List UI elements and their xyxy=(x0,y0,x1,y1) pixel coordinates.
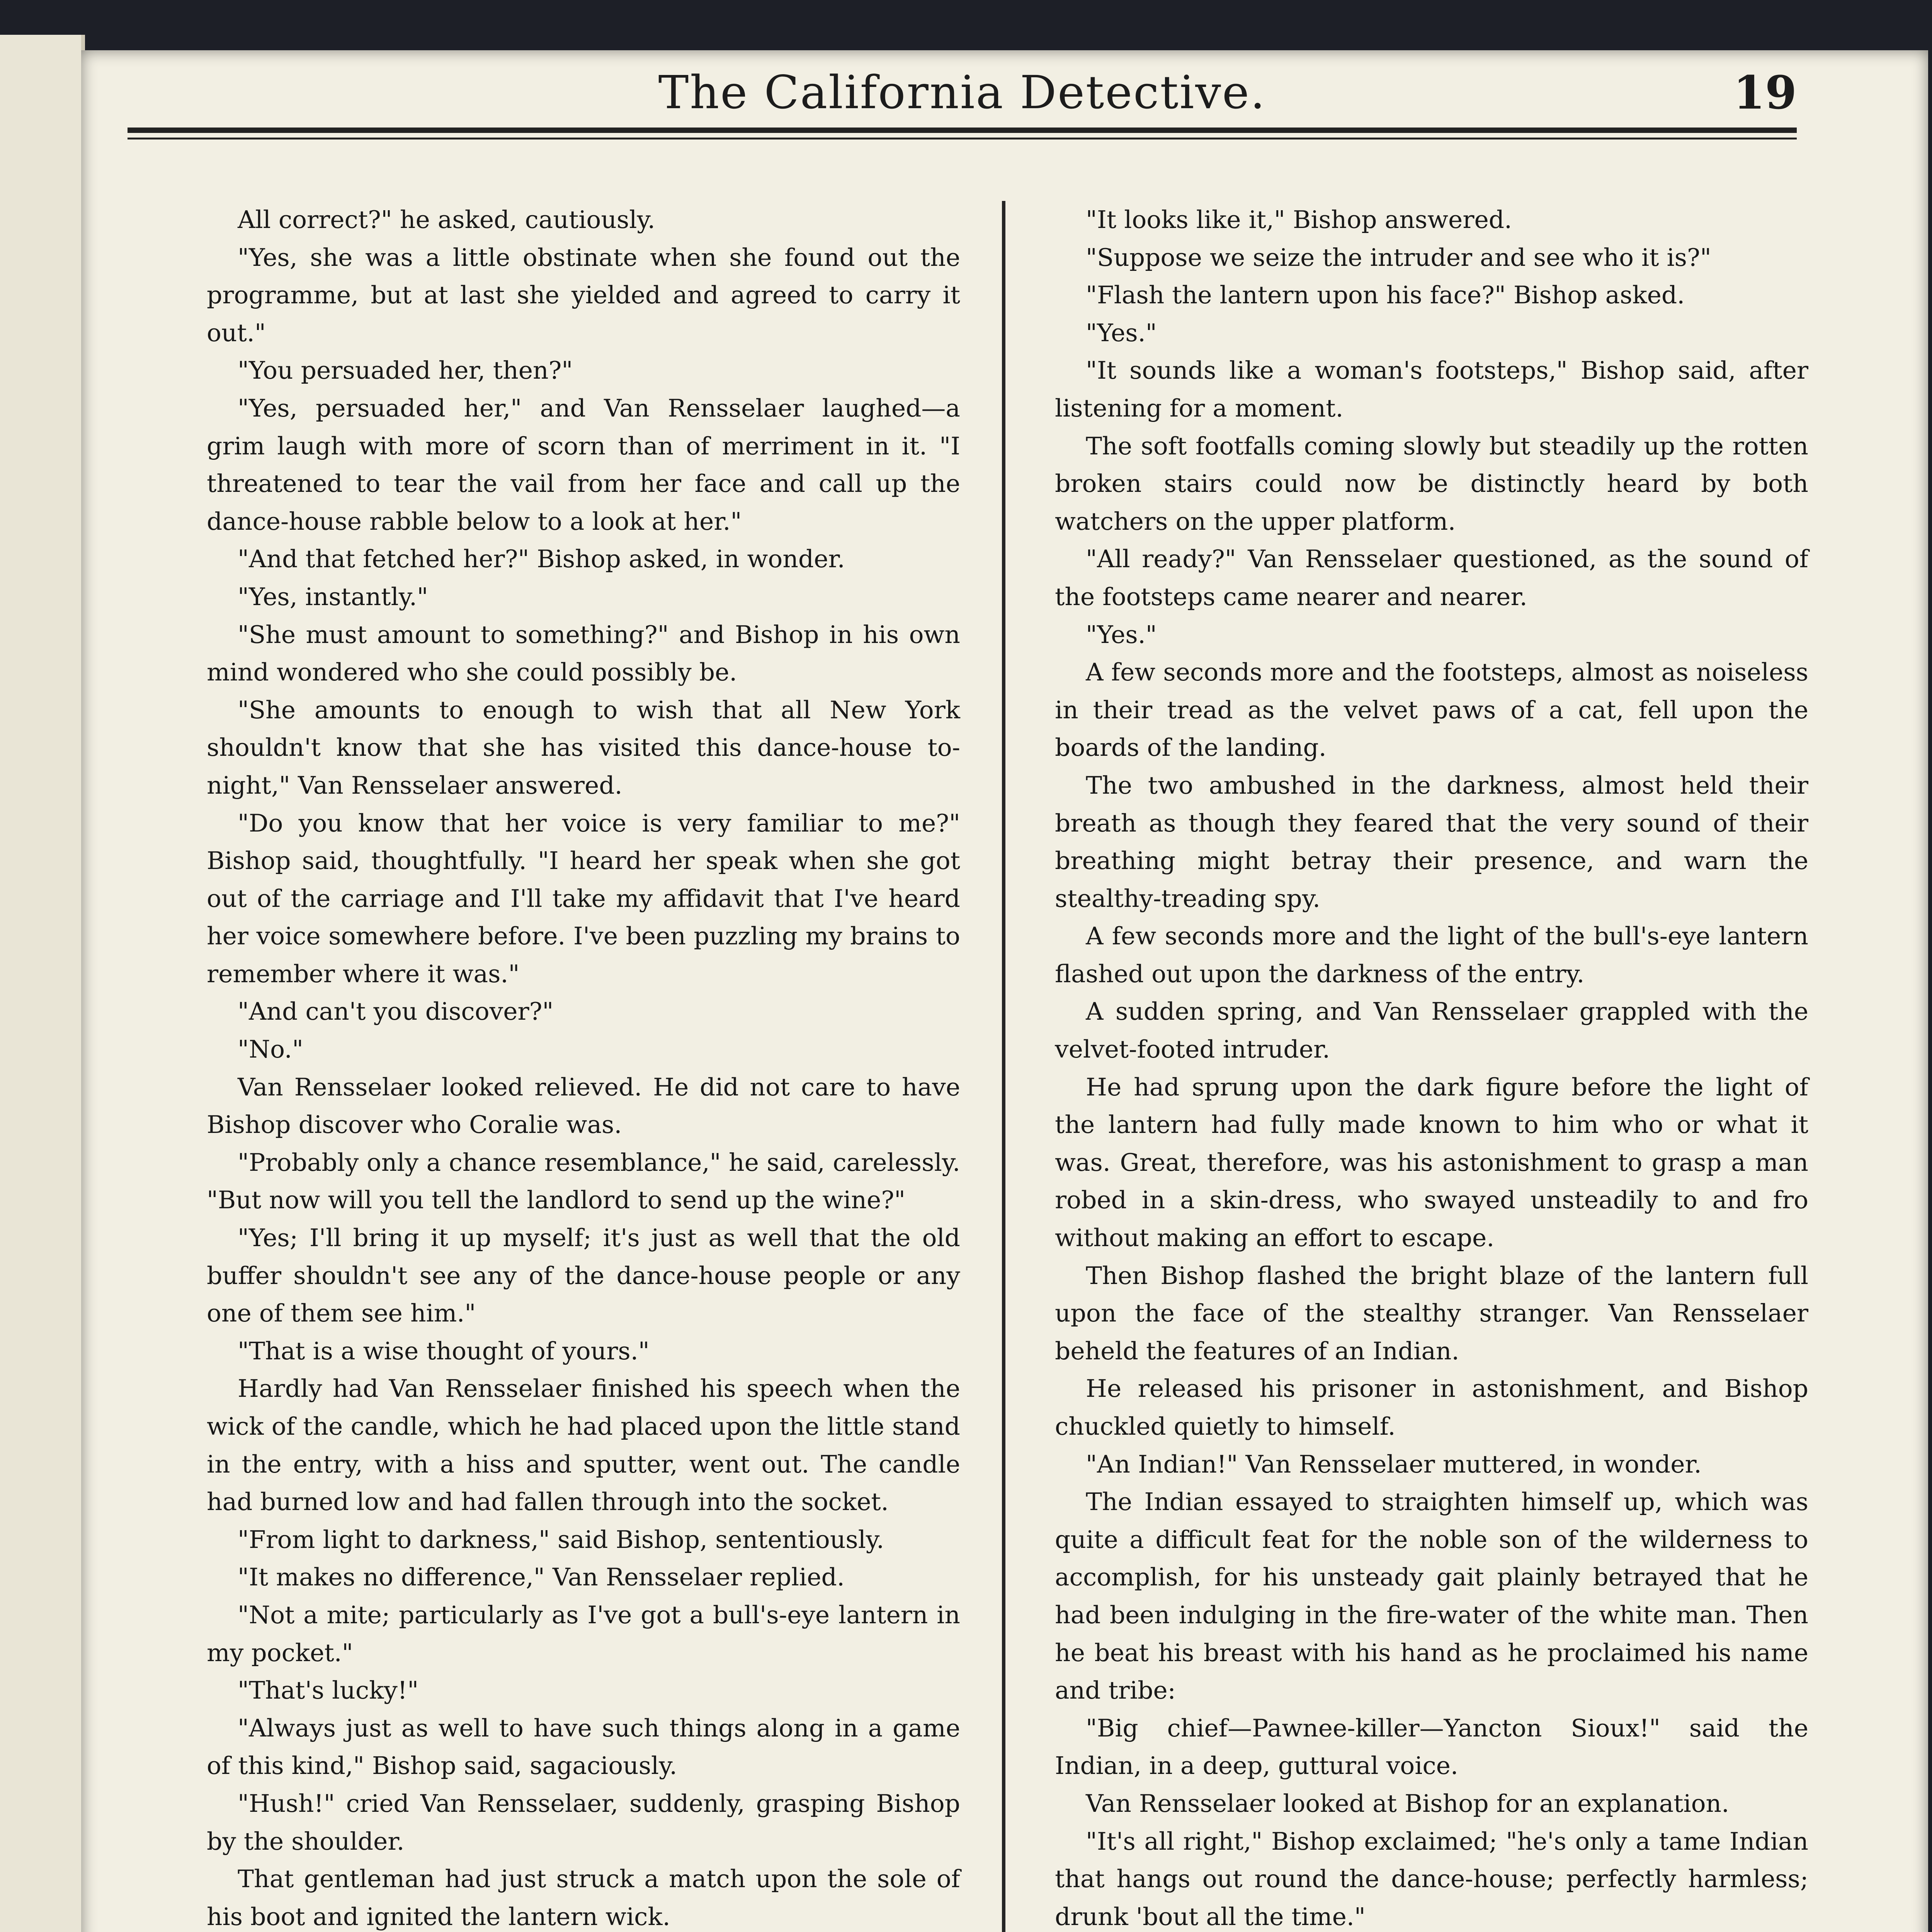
paragraph: "Not a mite; particularly as I've got a bull's-eye lantern in my pocket." xyxy=(207,1600,960,1667)
left-text-column xyxy=(207,201,960,1932)
paragraph: "It makes no difference," Van Rensselaer replied. xyxy=(238,1563,845,1592)
paragraph: "Suppose we seize the intruder and see who it is?" xyxy=(1086,243,1711,272)
paragraph: The soft footfalls coming slowly but steadily up the rotten broken stairs could now be distinctly heard by both watchers on the upper platform. xyxy=(1055,432,1808,536)
paragraph: "Hush!" cried Van Rensselaer, suddenly, grasping Bishop by the shoulder. xyxy=(207,1789,960,1855)
paragraph: "Always just as well to have such things along in a game of this kind," Bishop said, sagaciously. xyxy=(207,1714,960,1780)
paragraph: Hardly had Van Rensselaer finished his speech when the wick of the candle, which he had placed upon the little stand in the entry, with a hiss and sputter, went out. The candle had burned low and had fallen through into the socket. xyxy=(207,1374,960,1516)
paragraph: "She amounts to enough to wish that all New York shouldn't know that she has visited this dance-house to-night," Van Rensselaer answered. xyxy=(207,696,960,799)
page-title: The California Detective. xyxy=(658,66,1266,119)
paragraph: The Indian essayed to straighten himself up, which was quite a difficult feat for the noble son of the wilderness to accomplish, for his unsteady gait plainly betrayed that he had been indulging in the fire-water of the white man. Then he beat his breast with his hand as he proclaimed his name and tribe: xyxy=(1055,1488,1808,1705)
header-rule-thin xyxy=(128,138,1797,139)
paragraph: "Yes." xyxy=(1086,620,1157,649)
paragraph: "And can't you discover?" xyxy=(238,997,554,1026)
paragraph: "Probably only a chance resemblance," he said, carelessly. "But now will you tell the landlord to send up the wine?" xyxy=(207,1148,960,1214)
paragraph: "And that fetched her?" Bishop asked, in wonder. xyxy=(238,545,845,573)
paragraph: That gentleman had just struck a match upon the sole of his boot and ignited the lantern wick. xyxy=(207,1865,960,1931)
paragraph: "Yes, persuaded her," and Van Rensselaer laughed—a grim laugh with more of scorn than of merriment in it. "I threatened to tear the vail from her face and call up the dance-house rabble below to a look at her." xyxy=(207,394,960,536)
paragraph: "That is a wise thought of yours." xyxy=(238,1337,650,1365)
paragraph: "From light to darkness," said Bishop, sententiously. xyxy=(238,1525,884,1554)
column-divider xyxy=(1002,201,1005,1932)
paragraph: "That's lucky!" xyxy=(238,1676,419,1705)
paragraph: "Yes, instantly." xyxy=(238,582,428,611)
paragraph: "Yes." xyxy=(1086,318,1157,347)
paragraph: "An Indian!" Van Rensselaer muttered, in wonder. xyxy=(1086,1450,1702,1478)
paragraph: A sudden spring, and Van Rensselaer grappled with the velvet-footed intruder. xyxy=(1055,997,1808,1064)
adjacent-page-edge xyxy=(0,35,85,1932)
paragraph: "Do you know that her voice is very familiar to me?" Bishop said, thoughtfully. "I heard her speak when she got out of the carriage and I'll take my affidavit that I've heard her voice somewhere before. I've been puzzling my brains to remember where it was." xyxy=(207,809,960,988)
paragraph: "It looks like it," Bishop answered. xyxy=(1086,206,1512,234)
paragraph: "She must amount to something?" and Bishop in his own mind wondered who she could possibly be. xyxy=(207,620,960,687)
paragraph: A few seconds more and the footsteps, almost as noiseless in their tread as the velvet paws of a cat, fell upon the boards of the landing. xyxy=(1055,658,1808,762)
paragraph: "All ready?" Van Rensselaer questioned, as the sound of the footsteps came nearer and nearer. xyxy=(1055,545,1808,611)
paragraph: He released his prisoner in astonishment, and Bishop chuckled quietly to himself. xyxy=(1055,1374,1808,1440)
paragraph: He had sprung upon the dark figure before the light of the lantern had fully made known to him who or what it was. Great, therefore, was his astonishment to grasp a man robed in a skin-dress, who swayed unsteadily to and fro without making an effort to escape. xyxy=(1055,1073,1808,1252)
running-header xyxy=(128,66,1797,128)
paragraph: "Big chief—Pawnee-killer—Yancton Sioux!" said the Indian, in a deep, guttural voice. xyxy=(1055,1714,1808,1780)
paragraph: "No." xyxy=(238,1035,303,1064)
paragraph: "Yes, she was a little obstinate when she found out the programme, but at last she yielded and agreed to carry it out." xyxy=(207,243,960,347)
paragraph: Van Rensselaer looked relieved. He did not care to have Bishop discover who Coralie was. xyxy=(207,1073,960,1139)
paragraph: All correct?" he asked, cautiously. xyxy=(238,206,655,234)
right-text-column xyxy=(1055,201,1808,1932)
paragraph: The two ambushed in the darkness, almost held their breath as though they feared that the very sound of their breathing might betray their presence, and warn the stealthy-treading spy. xyxy=(1055,771,1808,913)
page-number: 19 xyxy=(1733,66,1797,119)
paragraph: "It sounds like a woman's footsteps," Bishop said, after listening for a moment. xyxy=(1055,356,1808,422)
header-rule-thick xyxy=(128,128,1797,133)
paragraph: Van Rensselaer looked at Bishop for an explanation. xyxy=(1086,1789,1730,1818)
paragraph: Then Bishop flashed the bright blaze of the lantern full upon the face of the stealthy stranger. Van Rensselaer beheld the features of an Indian. xyxy=(1055,1261,1808,1365)
paragraph: A few seconds more and the light of the bull's-eye lantern flashed out upon the darkness of the entry. xyxy=(1055,922,1808,988)
paragraph: "Yes; I'll bring it up myself; it's just as well that the old buffer shouldn't see any of the dance-house people or any one of them see him." xyxy=(207,1224,960,1328)
paragraph: "Flash the lantern upon his face?" Bishop asked. xyxy=(1086,281,1685,310)
paragraph: "It's all right," Bishop exclaimed; "he's only a tame Indian that hangs out round the dance-house; perfectly harmless; drunk 'bout all the time." xyxy=(1055,1827,1808,1931)
paragraph: "You persuaded her, then?" xyxy=(238,356,573,385)
